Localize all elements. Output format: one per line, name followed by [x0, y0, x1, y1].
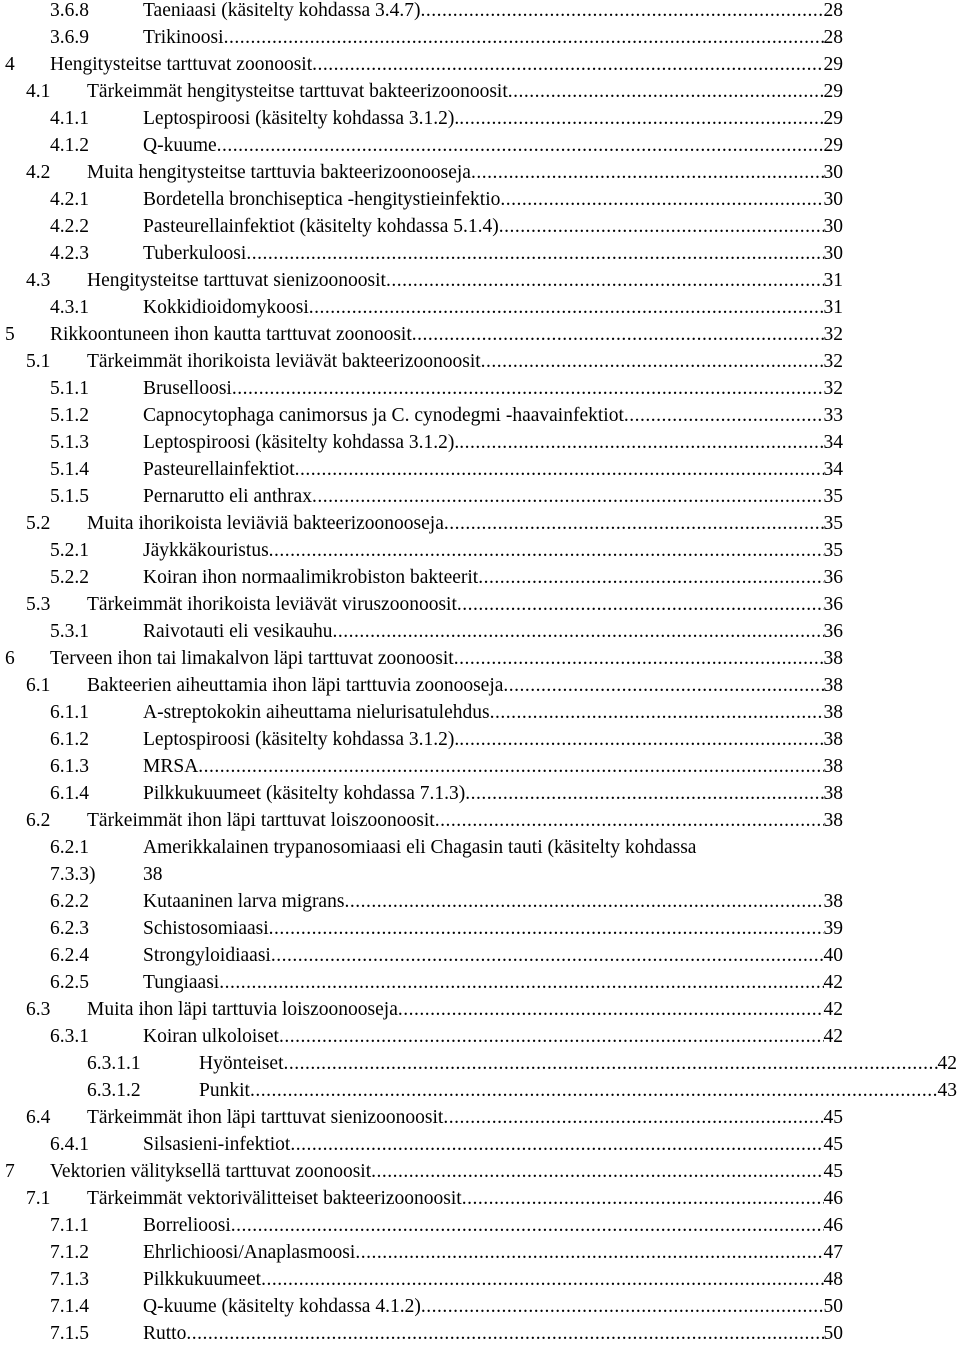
dot-leader	[219, 969, 823, 996]
toc-entry-page: 30	[823, 216, 843, 237]
toc-entry-page: 38	[823, 729, 843, 750]
dot-leader	[499, 213, 824, 240]
dot-leader	[421, 0, 824, 24]
toc-entry-number: 5.1.5	[50, 486, 89, 507]
dot-leader	[250, 1077, 938, 1104]
dot-leader	[435, 807, 824, 834]
toc-entry-page: 31	[823, 297, 843, 318]
toc-entry-number: 7.1.4	[50, 1296, 89, 1317]
toc-entry-title: Tärkeimmät ihon läpi tarttuvat loiszoonoosit	[87, 810, 435, 831]
dot-leader	[398, 996, 824, 1023]
toc-entry-number: 7	[5, 1161, 15, 1182]
toc-entry-title: Terveen ihon tai limakalvon läpi tarttuvat zoonoosit	[50, 648, 454, 669]
dot-leader	[283, 1050, 937, 1077]
toc-entry-title: Taeniaasi (käsitelty kohdassa 3.4.7)	[143, 0, 421, 21]
toc-entry-page: 38	[143, 864, 163, 885]
toc-entry-page: 50	[823, 1296, 843, 1317]
toc-entry-number: 4.2.1	[50, 189, 89, 210]
toc-entry-page: 42	[823, 999, 843, 1020]
toc-entry-title: Silsasieni-infektiot	[143, 1134, 291, 1155]
toc-entry-page: 31	[823, 270, 843, 291]
toc-entry-title: Capnocytophaga canimorsus ja C. cynodegmi -haavainfektiot	[143, 405, 624, 426]
toc-entry-title: Muita hengitysteitse tarttuvia bakteerizoonooseja	[87, 162, 471, 183]
toc-entry-number: 6.2.5	[50, 972, 89, 993]
toc-entry-page: 38	[823, 648, 843, 669]
toc-entry-number: 6.1.3	[50, 756, 89, 777]
toc-entry-title: Strongyloidiaasi	[143, 945, 271, 966]
dot-leader	[261, 1266, 823, 1293]
dot-leader	[231, 1212, 824, 1239]
dot-leader	[490, 699, 824, 726]
toc-entry-page: 30	[823, 162, 843, 183]
dot-leader	[312, 483, 824, 510]
dot-leader	[295, 456, 824, 483]
toc-entry-title: Kokkidioidomykoosi	[143, 297, 309, 318]
dot-leader	[186, 1320, 823, 1347]
dot-leader	[503, 672, 823, 699]
toc-entry-title: Tärkeimmät ihorikoista leviävät viruszoonoosit	[87, 594, 457, 615]
dot-leader	[355, 1239, 823, 1266]
toc-entry-title: Muita ihon läpi tarttuvia loiszoonooseja	[87, 999, 398, 1020]
toc-entry-title: MRSA	[143, 756, 199, 777]
toc-entry-number: 7.1.1	[50, 1215, 89, 1236]
toc-entry-page: 28	[823, 0, 843, 21]
dot-leader	[232, 375, 824, 402]
dot-leader	[459, 726, 823, 753]
toc-entry-number: 4.2	[26, 162, 51, 183]
toc-entry-page: 42	[937, 1053, 957, 1074]
toc-entry-title: Tärkeimmät hengitysteitse tarttuvat bakteerizoonoosit	[87, 81, 508, 102]
toc-entry-page: 50	[823, 1323, 843, 1344]
toc-entry-page: 30	[823, 243, 843, 264]
toc-entry-page: 40	[823, 945, 843, 966]
toc-entry-number: 3.6.8	[50, 0, 89, 21]
toc-entry-number: 6.2.3	[50, 918, 89, 939]
toc-entry-page: 32	[823, 324, 843, 345]
toc-entry-number: 6.2.4	[50, 945, 89, 966]
toc-entry-title: Leptospiroosi (käsitelty kohdassa 3.1.2).	[143, 729, 460, 750]
toc-entry-number: 5.2	[26, 513, 51, 534]
toc-entry-number: 5.1.4	[50, 459, 89, 480]
toc-entry-number: 5.1	[26, 351, 51, 372]
toc-entry-page: 33	[823, 405, 843, 426]
toc-entry-title: Pilkkukuumeet (käsitelty kohdassa 7.1.3)	[143, 783, 466, 804]
toc-entry-page: 46	[823, 1215, 843, 1236]
toc-entry-number: 5.1.3	[50, 432, 89, 453]
dot-leader	[290, 1131, 823, 1158]
toc-entry-page: 48	[823, 1269, 843, 1290]
toc-entry-number: 4	[5, 54, 15, 75]
toc-entry-title: Trikinoosi	[143, 27, 224, 48]
toc-entry-title: Q-kuume (käsitelty kohdassa 4.1.2)	[143, 1296, 421, 1317]
toc-entry-title: Hengitysteitse tarttuvat sienizoonoosit	[87, 270, 386, 291]
toc-entry-number: 6.1.1	[50, 702, 89, 723]
toc-entry-number: 5.2.2	[50, 567, 89, 588]
dot-leader	[471, 159, 824, 186]
toc-entry-number: 6.3.1.1	[87, 1053, 141, 1074]
toc-entry-title: Kutaaninen larva migrans	[143, 891, 345, 912]
toc-entry-title: Tärkeimmät ihon läpi tarttuvat sienizoonoosit	[87, 1107, 444, 1128]
dot-leader	[508, 78, 824, 105]
toc-entry-page: 35	[823, 486, 843, 507]
toc-entry-number: 4.3	[26, 270, 51, 291]
toc-entry-title: Jäykkäkouristus	[143, 540, 269, 561]
toc-entry-title-continuation: 7.3.3)	[50, 864, 96, 885]
toc-entry-number: 6.1	[26, 675, 51, 696]
toc-entry-page: 34	[823, 459, 843, 480]
dot-leader	[246, 240, 823, 267]
dot-leader	[481, 348, 824, 375]
toc-entry-title: Bakteerien aiheuttamia ihon läpi tarttuvia zoonooseja	[87, 675, 504, 696]
toc-entry-number: 6.3.1.2	[87, 1080, 141, 1101]
toc-entry-number: 7.1.2	[50, 1242, 89, 1263]
dot-leader	[312, 51, 823, 78]
toc-entry-page: 38	[823, 810, 843, 831]
toc-entry-page: 29	[823, 135, 843, 156]
toc-entry-page: 38	[823, 891, 843, 912]
dot-leader	[454, 645, 824, 672]
dot-leader	[386, 267, 824, 294]
toc-entry-page: 45	[823, 1161, 843, 1182]
toc-entry-title: Ehrlichioosi/Anaplasmoosi	[143, 1242, 356, 1263]
toc-entry-page: 43	[937, 1080, 957, 1101]
toc-entry-title: Tärkeimmät vektorivälitteiset bakteerizoonoosit	[87, 1188, 462, 1209]
dot-leader	[443, 1104, 823, 1131]
toc-entry-page: 36	[823, 567, 843, 588]
toc-entry-page: 34	[823, 432, 843, 453]
toc-entry-number: 5.1.1	[50, 378, 89, 399]
toc-entry-title: Tuberkuloosi	[143, 243, 247, 264]
dot-leader	[279, 1023, 824, 1050]
dot-leader	[457, 591, 824, 618]
toc-entry-number: 4.1.2	[50, 135, 89, 156]
toc-entry-title: A-streptokokin aiheuttama nielurisatulehdus	[143, 702, 490, 723]
toc-entry-title: Leptospiroosi (käsitelty kohdassa 3.1.2).	[143, 432, 460, 453]
toc-entry-number: 7.1.3	[50, 1269, 89, 1290]
dot-leader	[412, 321, 824, 348]
toc-entry-number: 5.3.1	[50, 621, 89, 642]
toc-entry-number: 4.1	[26, 81, 51, 102]
toc-entry-page: 28	[823, 27, 843, 48]
toc-entry-title: Hyönteiset	[199, 1053, 284, 1074]
toc-entry-title: Pasteurellainfektiot	[143, 459, 295, 480]
toc-entry-number: 6.2	[26, 810, 51, 831]
dot-leader	[371, 1158, 823, 1185]
toc-entry-title: Rutto	[143, 1323, 187, 1344]
dot-leader	[269, 537, 824, 564]
toc-entry-page: 36	[823, 621, 843, 642]
toc-entry-title: Pernarutto eli anthrax	[143, 486, 312, 507]
toc-entry-number: 4.1.1	[50, 108, 89, 129]
dot-leader	[421, 1293, 824, 1320]
dot-leader	[309, 294, 824, 321]
dot-leader	[198, 753, 823, 780]
toc-entry-page: 29	[823, 108, 843, 129]
toc-entry-page: 42	[823, 972, 843, 993]
toc-entry-title: Koiran ihon normaalimikrobiston bakteerit	[143, 567, 479, 588]
toc-entry-page: 38	[823, 702, 843, 723]
toc-entry-page: 47	[823, 1242, 843, 1263]
dot-leader	[500, 186, 823, 213]
dot-leader	[344, 888, 823, 915]
toc-entry-number: 7.1	[26, 1188, 51, 1209]
toc-entry-title: Hengitysteitse tarttuvat zoonoosit	[50, 54, 313, 75]
toc-entry-number: 6.1.2	[50, 729, 89, 750]
toc-entry-title: Schistosomiaasi	[143, 918, 269, 939]
toc-entry-number: 4.2.3	[50, 243, 89, 264]
toc-entry-number: 6.4	[26, 1107, 51, 1128]
toc-entry-number: 6.1.4	[50, 783, 89, 804]
toc-entry-title: Borrelioosi	[143, 1215, 231, 1236]
toc-entry-number: 6.3	[26, 999, 51, 1020]
toc-entry-title: Amerikkalainen trypanosomiaasi eli Chagasin tauti (käsitelty kohdassa	[143, 837, 697, 858]
toc-entry-page: 38	[823, 675, 843, 696]
toc-entry-title: Leptospiroosi (käsitelty kohdassa 3.1.2).	[143, 108, 460, 129]
toc-entry-number: 6.2.2	[50, 891, 89, 912]
toc-entry-title: Tungiaasi	[143, 972, 220, 993]
dot-leader	[217, 132, 824, 159]
dot-leader	[224, 24, 824, 51]
toc-entry-page: 29	[823, 54, 843, 75]
toc-entry-title: Pilkkukuumeet	[143, 1269, 262, 1290]
dot-leader	[271, 942, 824, 969]
toc-entry-number: 5.2.1	[50, 540, 89, 561]
toc-entry-title: Rikkoontuneen ihon kautta tarttuvat zoonoosit	[50, 324, 412, 345]
dot-leader	[269, 915, 824, 942]
toc-entry-number: 7.1.5	[50, 1323, 89, 1344]
dot-leader	[333, 618, 824, 645]
toc-entry-page: 45	[823, 1134, 843, 1155]
toc-entry-page: 35	[823, 540, 843, 561]
toc-entry-title: Punkit	[199, 1080, 250, 1101]
toc-entry-page: 32	[823, 378, 843, 399]
toc-entry-title: Bordetella bronchiseptica -hengitystieinfektio	[143, 189, 501, 210]
toc-entry-number: 3.6.9	[50, 27, 89, 48]
toc-entry-page: 42	[823, 1026, 843, 1047]
toc-entry-number: 6.2.1	[50, 837, 89, 858]
toc-entry-number: 6.4.1	[50, 1134, 89, 1155]
toc-entry-title: Muita ihorikoista leviäviä bakteerizoonooseja	[87, 513, 444, 534]
toc-entry-page: 30	[823, 189, 843, 210]
toc-entry-page: 46	[823, 1188, 843, 1209]
toc-entry-number: 5.3	[26, 594, 51, 615]
toc-entry-number: 5.1.2	[50, 405, 89, 426]
toc-entry-number: 6.3.1	[50, 1026, 89, 1047]
toc-entry-number: 6	[5, 648, 15, 669]
dot-leader	[478, 564, 823, 591]
toc-entry-title: Bruselloosi	[143, 378, 232, 399]
toc-entry-page: 36	[823, 594, 843, 615]
dot-leader	[444, 510, 824, 537]
toc-entry-title: Vektorien välityksellä tarttuvat zoonoosit	[50, 1161, 372, 1182]
toc-entry-title: Raivotauti eli vesikauhu	[143, 621, 333, 642]
dot-leader	[465, 780, 823, 807]
dot-leader	[462, 1185, 824, 1212]
dot-leader	[459, 429, 823, 456]
toc-entry-number: 4.3.1	[50, 297, 89, 318]
toc-entry-title: Pasteurellainfektiot (käsitelty kohdassa 5.1.4)	[143, 216, 499, 237]
toc-entry-page: 38	[823, 783, 843, 804]
toc-entry-title: Koiran ulkoloiset	[143, 1026, 279, 1047]
dot-leader	[624, 402, 824, 429]
toc-entry-page: 39	[823, 918, 843, 939]
toc-entry-title: Q-kuume	[143, 135, 217, 156]
toc-entry-title: Tärkeimmät ihorikoista leviävät bakteerizoonoosit	[87, 351, 481, 372]
toc-entry-page: 35	[823, 513, 843, 534]
toc-entry-page: 32	[823, 351, 843, 372]
toc-entry-page: 45	[823, 1107, 843, 1128]
toc-entry-number: 5	[5, 324, 15, 345]
dot-leader	[459, 105, 823, 132]
toc-entry-page: 38	[823, 756, 843, 777]
toc-entry-number: 4.2.2	[50, 216, 89, 237]
toc-entry-page: 29	[823, 81, 843, 102]
